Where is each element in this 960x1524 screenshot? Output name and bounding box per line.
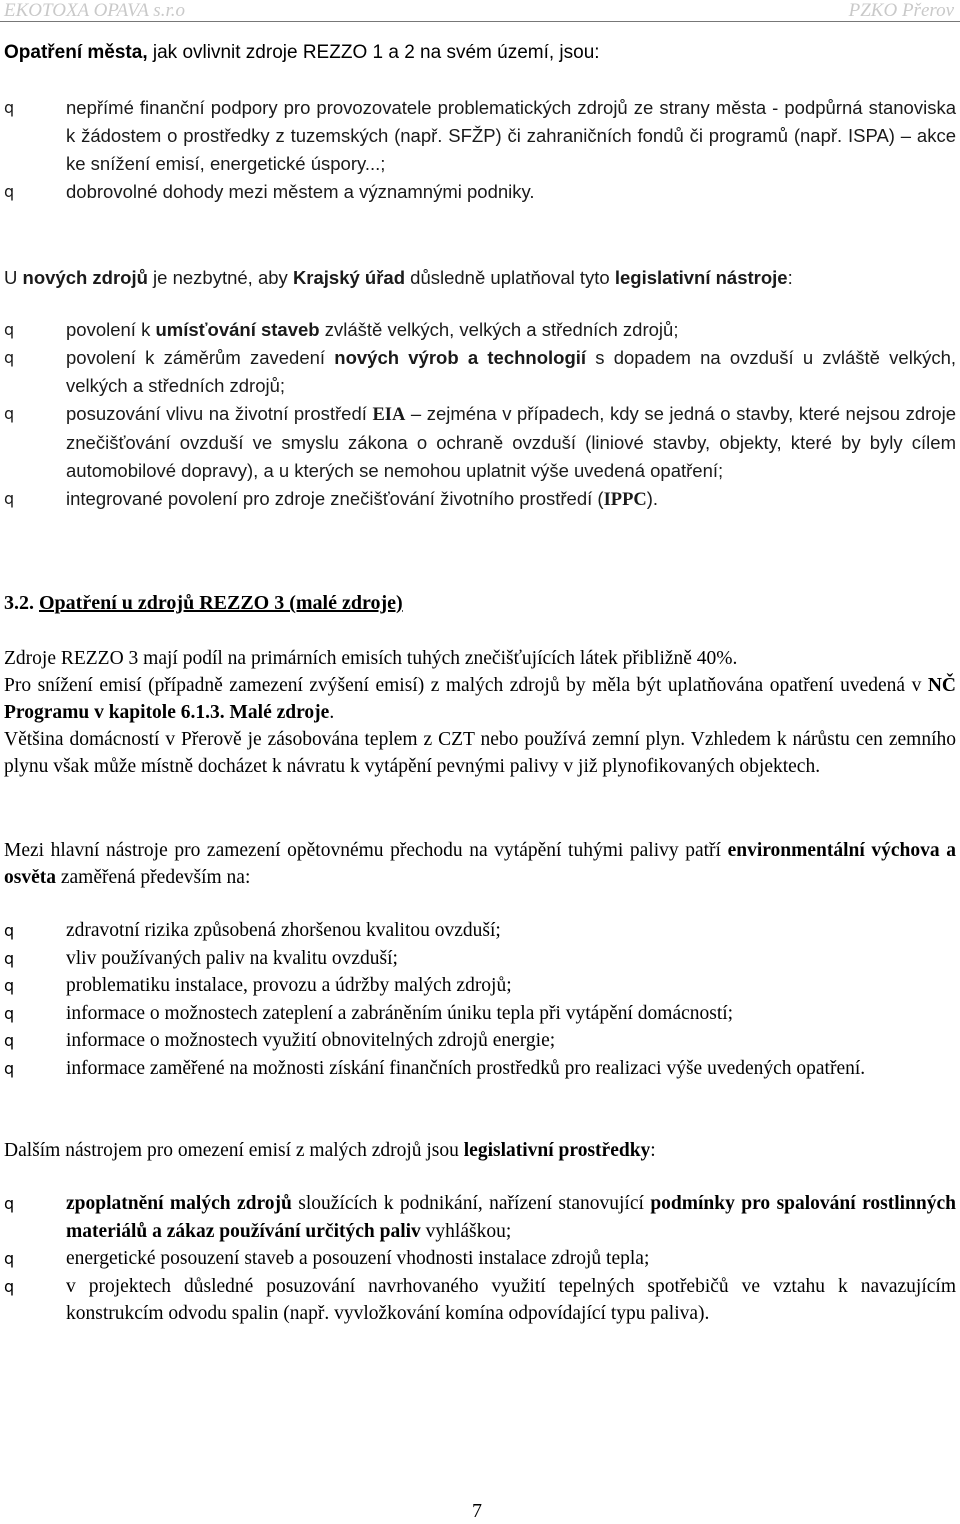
bullet-icon: q (4, 348, 15, 367)
intro-text: je nezbytné, aby (147, 267, 293, 288)
text: zaměřená především na: (56, 867, 251, 888)
list-item (4, 344, 956, 400)
list-item-text: problematiku instalace, provozu a údržby malých zdrojů; (66, 975, 512, 996)
bullet-icon: q (4, 98, 15, 117)
bold-text: IPPC (603, 490, 647, 510)
bullet-icon: q (4, 921, 15, 940)
intro-text: : (787, 267, 793, 288)
bold-text: podmínky pro spalování rostlinných materiálů a zákaz používání určitých paliv (66, 1193, 956, 1242)
paragraph: Většina domácností v Přerově je zásobována teplem z CZT nebo používá zemní plyn. Vzhledem k nárůstu cen zemního plynu však může místně docházet k návratu k vytápění pevnými palivy v již plynofikovaných objektech. (4, 729, 956, 777)
section1-heading (4, 42, 956, 64)
list-item-text: nepřímé finanční podpory pro provozovatele problematických zdrojů ze strany města - podpůrná stanoviska k žádostem o prostředky z tuzemských (např. SFŽP) či zahraničních fondů či programů (např. ISPA) – akce ke snížení emisí, energetické úspory...; (66, 97, 956, 174)
list-item-text: zdravotní rizika způsobená zhoršenou kvalitou ovzduší; (66, 920, 501, 941)
section1-list (4, 94, 956, 206)
bullet-icon: q (4, 1031, 15, 1050)
list-item (4, 400, 956, 485)
section-title: Opatření u zdrojů REZZO 3 (malé zdroje) (39, 592, 403, 614)
header-rule (0, 21, 960, 22)
bullet-icon: q (4, 948, 15, 968)
bold-text: zpoplatnění malých zdrojů (66, 1193, 292, 1214)
section3-paragraphs (4, 645, 956, 780)
paragraph (4, 672, 956, 726)
text: zvláště velkých, velkých a středních zdrojů; (319, 319, 679, 340)
bullet-icon: q (4, 404, 15, 423)
list-item (4, 972, 956, 1000)
text: Mezi hlavní nástroje pro zamezení opětovnému přechodu na vytápění tuhými palivy patří (4, 840, 728, 861)
header-company: EKOTOXA OPAVA s.r.o (4, 0, 185, 21)
bullet-icon: q (4, 489, 15, 508)
text: : (650, 1140, 656, 1161)
text: povolení k (66, 319, 156, 340)
section3-para5 (4, 1137, 956, 1164)
section2-list (4, 316, 956, 514)
bold-text: nových výrob a technologií (334, 347, 587, 368)
intro-bold: nových zdrojů (22, 267, 148, 288)
list-item (4, 1027, 956, 1055)
section1-heading-bold: Opatření města, (4, 42, 148, 63)
text: s dopadem na ovzduší u zvláště velkých, velkých a středních zdrojů; (66, 347, 957, 396)
bold-text: umísťování staveb (155, 319, 320, 340)
list-item-text: vliv používaných paliv na kvalitu ovzduší; (66, 947, 398, 969)
text: . (329, 702, 335, 723)
bullet-icon: q (4, 976, 15, 995)
page-header (0, 0, 960, 22)
list-item (4, 1245, 956, 1273)
list-item (4, 316, 956, 344)
bullet-icon: q (4, 1276, 15, 1296)
section-number: 3.2. (4, 592, 34, 614)
text: integrované povolení pro zdroje znečišťování životního prostředí ( (66, 488, 604, 509)
text: – zejména v případech, kdy se jedná o stavby, které nejsou zdroje znečišťování ovzduší ve smyslu zákona o ochraně ovzduší (liniové stavby, objekty, které by byly cílem automobilové dopravy), a u kterých se nemohou uplatnit výše uvedená opatření; (66, 403, 956, 481)
text: ). (646, 488, 659, 509)
list-item-text: informace o možnostech zateplení a zabráněním úniku tepla při vytápění domácností; (66, 1002, 734, 1024)
page-number: 7 (472, 1500, 482, 1522)
list-item (4, 1190, 956, 1245)
paragraph: Zdroje REZZO 3 mají podíl na primárních emisích tuhých znečišťujících látek přibližně 40%. (4, 648, 738, 669)
bold-text: environmentální výchova a osvěta (4, 840, 956, 888)
bold-text: EIA (372, 405, 406, 425)
list-item (4, 945, 956, 973)
section3-list2 (4, 1190, 956, 1328)
text: vyhláškou; (420, 1220, 512, 1242)
paragraph (4, 1137, 956, 1164)
intro-bold: legislativní nástroje (614, 267, 788, 288)
section-heading (4, 592, 956, 615)
list-item-text: dobrovolné dohody mezi městem a významnými podniky. (66, 181, 535, 202)
bullet-icon: q (4, 1058, 15, 1078)
list-item-text: informace o možnostech využití obnovitelných zdrojů energie; (66, 1030, 556, 1051)
intro-text: důsledně uplatňoval tyto (405, 267, 615, 288)
section3-para4 (4, 837, 956, 891)
text: Dalším nástrojem pro omezení emisí z malých zdrojů jsou (4, 1140, 464, 1161)
list-item (4, 1000, 956, 1028)
list-item (4, 1273, 956, 1328)
list-item-text: energetické posouzení staveb a posouzení vhodnosti instalace zdrojů tepla; (66, 1248, 650, 1269)
list-item-text: v projektech důsledné posuzování navrhovaného využití tepelných spotřebičů ve vztahu k navazujícím konstrukcím odvodu spalin (např. vyvložkování komína odpovídající typu paliva). (66, 1275, 956, 1324)
list-item (4, 94, 956, 178)
bold-text: NČ Programu v kapitole 6.1.3. Malé zdroje (4, 675, 956, 723)
list-item (4, 917, 956, 945)
text: Pro snížení emisí (případně zamezení zvýšení emisí) z malých zdrojů by měla být uplatňována opatření uvedená v (4, 675, 928, 696)
bold-text: legislativní prostředky (463, 1140, 651, 1161)
section3-list1 (4, 917, 956, 1082)
section1-heading-rest: jak ovlivnit zdroje REZZO 1 a 2 na svém území, jsou: (147, 42, 600, 63)
text: sloužících k podnikání, nařízení stanovující (291, 1193, 651, 1214)
list-item-text: informace zaměřené na možnosti získání finančních prostředků pro realizaci výše uvedených opatření. (66, 1057, 866, 1079)
bullet-icon: q (4, 1003, 15, 1023)
section2-intro (4, 264, 956, 292)
intro-bold: Krajský úřad (292, 267, 406, 288)
paragraph (4, 837, 956, 891)
list-item (4, 178, 956, 206)
intro-text: U (4, 267, 18, 288)
header-project: PZKO Přerov (848, 0, 954, 21)
bullet-icon: q (4, 1194, 15, 1213)
bullet-icon: q (4, 320, 15, 339)
bullet-icon: q (4, 1249, 15, 1268)
list-item (4, 485, 956, 514)
text: posuzování vlivu na životní prostředí (66, 403, 373, 424)
bullet-icon: q (4, 182, 15, 201)
text: povolení k záměrům zavedení (66, 347, 335, 368)
list-item (4, 1055, 956, 1083)
